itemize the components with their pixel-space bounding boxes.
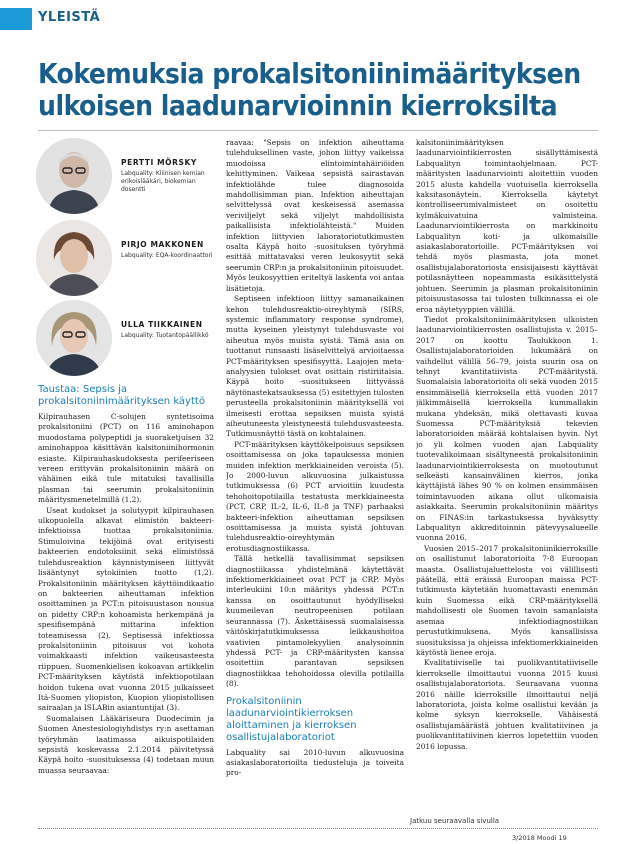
paragraph: Labquality sai 2010-luvun alkuvuosina asiakaslaboratorioilta tiedusteluja ja toiveita pro- [226, 747, 404, 778]
author-name: PERTTI MÖRSKY [121, 158, 197, 167]
body-text [38, 412, 214, 776]
footer-divider [38, 828, 598, 830]
paragraph: raavaa: "Sepsis on infektion aiheuttama tulehduksellinen vaste, johon liittyy vaikeissa muodoissa elintoimintahäiriöiden kehittyminen. Vaikeaa sepsistä sairastavan infektiolähde tulee diagnosoida mahdollisimman pian. Infektion aiheuttajan selvittelyssä ovat keskeisessä asemassa veriviljelyt sekä viljelyt mahdollisista paikallisista infektiolähteistä." Muiden infektion liittyvien laboratoriotutkimusten osalta Käypä hoito -suosituksen työryhmä esittää mittatavaksi veren leukosyytit sekä seerumin CRP:n ja prokalsitoniinin pitoisuudet. Myös leukosyyttien eriteltyä laskenta voi antaa lisätietoja. [226, 138, 404, 293]
paragraph: Vuosien 2015–2017 prokalsitoniinikierroksille on osallistunut laboratorioita 7-8 Euroopan maasta. Osallistujaluettelosta voi välillisesti päätellä, että eräissä Euroopan maissa PCT-tutkimusta käytetään huomattavasti enemmän kuin Suomessa eikä CRP-määrityksellä mahdollisesti ole Suomen tavoin samanlaista asemaa infektiodiagnostiikan perustutkimuksena. Myös kansallisissa suosituksissa ja ohjeissa infektiomerkkiaineiden käytöstä lienee eroja. [416, 543, 598, 657]
text-column-2 [226, 138, 404, 814]
paragraph: Septiseen infektioon liittyy samanaikainen kehon tulehdusreaktio-oireyhtymä (SIRS, systemic inflammatory response syndrome), mutta kyseinen yleistynyt tulehdusvaste voi aiheutua myös muista syistä. Tämä asia on tuottanut runsaasti lisäselvittelyä arvioitaessa PCT-määrityksen spesifisyyttä. Laajojen meta-analyysien tulokset ovat osittain ristiriitaisia. Käypä hoito -suositukseen liittyvässä näytönastekatsauksessa (5) esitettyjen tulosten perusteella prokalsitoniinin määrityksellä voi ilmeisesti erottaa sepsiksen muista syistä aiheutuneesta yleistyneestä tulehdusvasteesta. Tutkimusnäyttö tästä on kohtalainen. [226, 294, 404, 439]
section-color-swatch [0, 8, 32, 30]
paragraph: kalsitoniinimäärityksen laadunarviointikierrosten sisällyttämisestä Labqualityn toimintaohjelmaan. PCT-määritysten laadunarviointi aloitettiin vuoden 2015 alusta kahdella vuotuisella kierroksella kaksitasonäytein. Kierroksella käytetyt kontrolliseerumivalmisteet on osoitettu kylmäkuivatuina valmisteina. Laadunarviointikierrosta on markkinoitu Labqualityn koti- ja ulkomaisille asiakaslaboratorioille. PCT-määrityksen voi tehdä myös plasmasta, jota monet osallistujalaboratoriosta ensisijaisesti käyttävät potilasnäytteen nopeammasta esikäsittelystä johtuen. Seerumin ja plasman prokalsitoniinin pitoisuustasossa tai tulosten tulkinnassa ei ole eroa näytetyyppien välillä. [416, 138, 598, 314]
author-photo [36, 300, 112, 376]
section-tag: YLEISTÄ [38, 10, 101, 25]
author-role: Labquality: EQA-koordinaattori [121, 252, 213, 259]
paragraph: Suomalaisen Lääkäriseura Duodecimin ja Suomen Anestesiologiyhdistys ry:n asettaman työryhmän laatimassa aikuispotilaiden sepsistä koskevassa 2.1.2014 päivitetyssä Käypä hoito -suosituksessa (4) todetaan muun muassa seuraavaa: [38, 713, 214, 775]
author-role: Labquality: Tuotantopäällikkö [121, 332, 209, 339]
author-card [36, 300, 212, 378]
continue-note: Jatkuu seuraavalla sivulla [410, 817, 500, 825]
article-title: Kokemuksia prokalsitoniinimäärityksen ulkoisen laadunarvioinnin kierroksilta [38, 57, 581, 122]
author-photo [36, 220, 112, 296]
paragraph: Tiedot prokalsitoniinimäärityksen ulkoisten laadunarviointikierrosten osallistujista v. 2015–2017 on koottu Taulukkoon 1. Osallistujalaboratorioiden lukumäärä on vaihdellut välillä 56–79, joista suurin osa on tehnyt kvantitatiivista PCT-määritystä. Suomalaisia laboratorioita oli sekä vuoden 2015 ensimmäisellä kierroksella että vuoden 2017 jälkimmäisellä kierroksella kummallakin mukana yhdeksän, mikä olettavasti kuvaa Suomessa PCT-määrityksiä tekevien laboratorioiden määrää kohtalaisen hyvin. Nyt jo yli kolmen vuoden ajan Labquality tuotevalikoimaan sisältyneestä prokalsitoniinin laadunarviointikierroksesta on muotoutunut selkeästi kansainvälinen kierros, jonka käyttäjistä lähes 90 % on kolmen ensimmäisen toimintavuoden aikana ollut ulkomaisia asiakkaita. Seerumin prokalsitoniinin määritys on FINAS:in tarkastuksessa hyväksytty Labqualityn akkreditoinnin pätevyysalueelle vuonna 2016. [416, 314, 598, 543]
text-column-1 [38, 384, 214, 814]
author-card [36, 220, 212, 298]
paragraph: Useat kudokset ja solutyypit kilpirauhasen ulkopuolella alkavat elimistön bakteeri-infektioissa tuottaa prokalsitoniinia. Stimuloivina tekijöinä ovat erityisesti bakteerien endotoksiinit sekä elimistössä tulehdusreaktion käynnistymiseen liittyvät lisääntynyt sytokiinien tuotto (1,2). Prokalsitoniinin määrityksen käyttöindikaatio on bakteerien aiheuttaman infektion osoittaminen ja PCT:n pitoisuustason nousua on pidetty CRP:n kohoamista herkempänä ja spesifisempänä mittarina infektion toteamisessa (2). Septisessä infektiossa prokalsitoniinin pitoisuus voi kohota voimakkaasti infektion vaikeusasteesta riippuen. Suomenkielisen kokoavan artikkelin PCT-määrityksen käytöstä infektiopotilaan hoidon tukena ovat vuonna 2015 julkaisseet Itä-Suomen yliopiston, Kuopion yliopistollisen sairaalan ja ISLABin asiantuntijat (3). [38, 505, 214, 713]
title-divider [38, 130, 598, 131]
paragraph: PCT-määrityksen käyttökelpoisuus sepsiksen osoittamisessa on joka tapauksessa monien muiden infektion merkkiaineiden veroista (5). Jo 2000-luvun alkuvuosina julkaistussa tutkimuksessa (6) PCT arvioitiin kuudesta tehohoitopotilailla testatusta merkkiaineesta (PCT, CRP, IL-2, IL-6, IL-8 ja TNF) parhaaksi bakteeri-infektion aiheuttaman sepsiksen osoittamisessa ja muista syistä johtuvan tulehdusreaktio-oireyhtymän erotusdiagnostiikassa. [226, 439, 404, 553]
text-column-3 [416, 138, 598, 814]
author-card [36, 138, 212, 216]
page-folio: 3/2018 Moodi 19 [512, 834, 567, 842]
author-name: PIRJO MAKKONEN [121, 240, 204, 249]
paragraph: Tällä hetkellä tavallisimmat sepsiksen diagnostiikassa yhdistelmänä käytettävät infektiomerkkiaineet ovat PCT ja CRP. Myös interleukiini 10:n määritys yhdessä PCT:n kanssa on osoittautunut hyödylliseksi kuumeilevan neutropeenisen potilaan seurannassa (7). Äskettäisessä suomalaisessa väitöskirjatutkimuksessa leikkaushoitoa vaativien pintamolekyylien analysoinnin yhdessä PCT- ja CRP-määritysten kanssa osoitettiin parantavan sepsiksen diagnostiikkaa tehohoidossa olevilla potilailla (8). [226, 554, 404, 689]
section-heading: Taustaa: Sepsis ja prokalsitoniinimäärityksen käyttö [38, 384, 205, 407]
paragraph: Kilpirauhasen C-solujen syntetisoima prokalsitoniini (PCT) on 116 aminohapon muodostama polypeptidi ja suoraketjuisen 32 aminohappoa käsittävän kalsitoniinihormonin esiaste. Kilpirauhaskudoksesta perifeeriseen vereen erittyvän prokalsitoniinin määrä on vähäinen eikä tule mitatuksi tavallisilla plasman tai seerumin prokalsitoniinin määritysmenetelmillä (1,2). [38, 412, 214, 505]
paragraph: Kvalitatiiviselle tai puolikvantitatiiviselle kierrokselle ilmoittautui vuonna 2015 kuusi osallistujalaboratoriota. Seuraavana vuonna 2016 näille kierroksille ilmoittautui neljä laboratoriota, joista kolme osallistui kevään ja kolme syksyn kierrokselle. Vähäisestä osallistujamäärästä johtuen kvalitatiivinen ja puolikvantitatiivinen kierros lopetettiin vuoden 2016 lopussa. [416, 658, 598, 751]
body-text [226, 748, 404, 779]
author-photo [36, 138, 112, 214]
author-role: Labquality: Kliinisen kemian erikoislääkäri, biokemian dosentti [121, 170, 205, 193]
section-heading: Prokalsitoniinin laadunarviointikierroksen aloittaminen ja kierroksen osallistujalaboratoriot [226, 695, 357, 743]
author-name: ULLA TIIKKAINEN [121, 320, 203, 329]
body-text [226, 138, 404, 690]
body-text [416, 138, 598, 752]
